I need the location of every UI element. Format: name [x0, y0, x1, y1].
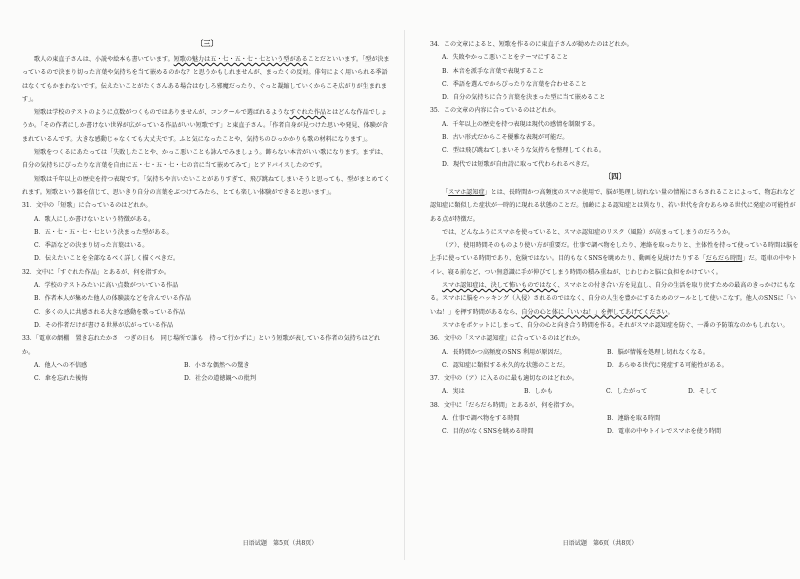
question-37-option-b[interactable]: B．しかも — [524, 388, 553, 396]
question-34-option-d[interactable]: D．自分の気持ちに合う言葉を決まった型に当て嵌めること — [442, 94, 606, 102]
question-34-option-c[interactable]: C．季語を選んでからぴったりな言葉を合わせること — [442, 80, 587, 88]
wavy-underlined-like-phrase: 自分の心と体に「いいね！」を押してあげてください — [521, 308, 668, 316]
question-36-option-a[interactable]: A．長時間かつ高頻度のSNS 利用が原因だ。 — [442, 348, 566, 356]
underlined-term-idle-time: だらだら時間 — [705, 255, 743, 263]
question-31-option-d[interactable]: D．伝えたいことを全部なるべく詳しく描くべきだ。 — [34, 255, 180, 263]
question-37-option-d[interactable]: D．そして — [688, 388, 718, 396]
passage4-paragraph-1: 「スマホ認知症」とは、長時間かつ高頻度のスマホ使用で、脳が処理し切れない量の情報にさらされることによって、物忘れなど認知症に類似した症状が一時的に現れる状態のことだ。加齢による認知症とは異なり、若い世代を含むあらゆる世代に発症の可能性がある点が特徴だ。 — [430, 188, 796, 223]
question-33-option-d[interactable]: D．社会の道徳観への批判 — [184, 375, 256, 383]
question-32-option-d[interactable]: D．その作者だけが書ける世界が広がっている作品 — [34, 321, 173, 329]
underlined-phrase-excellent-work: すぐれた作品 — [289, 109, 327, 117]
passage-paragraph-2: 短歌は学校のテストのように点数がつくものではありませんが、コンクールで選ばれるようなすぐれた作品とはどんな作品でしょうか。「その作者にしか書けない世界が広がっている作品がいい短歌です」と東直子さん。「作者自身が見つけた思いや発見、体験が含まれているんです。大きな感動じゃなくても大丈夫です。ふと気になったことや、気持ちのひっかかりも歌の材料になります」。 — [22, 109, 388, 143]
question-33-option-c[interactable]: C．傘を忘れた後悔 — [34, 375, 88, 383]
question-33-stem: 33．「電車の網棚 置き忘れたかさ つぎの日も 同じ場所で誰も 持って行かずに」という短歌が表している作者の気持ちはどれか。 — [22, 335, 381, 356]
question-38-option-a[interactable]: A．仕事で調べ物をする時間 — [442, 415, 520, 423]
question-37-stem: 37．文中の（ア）に入るのに最も適切なのはどれか。 — [430, 375, 578, 383]
passage-paragraph-4: 短歌は千年以上の歴史を持つ表現です。「気持ちや言いたいことがありすぎて、飛び跳ねてしまいそうと思っても、型がまとめてくれます。短歌という器を信じて、思いきり自分の言葉をぶつけてみたら、とても楽しい体験ができると思います」。 — [22, 175, 390, 196]
page-divider — [404, 30, 405, 560]
question-36-option-d[interactable]: D．あらゆる世代に発症する可能性がある。 — [607, 361, 728, 369]
question-32-stem: 32．文中に「すぐれた作品」とあるが、何を指すか。 — [22, 268, 170, 276]
passage-paragraph-3: 短歌をつくるにあたっては「失敗したことや、かっこ悪いことも詠んでみましょう。飾らない本音がいい歌になります。まずは、自分の気持ちにぴったりな言葉を自由に五・七・五・七・七の音に当て嵌めてみて」とアドバイスしたのです。 — [22, 149, 387, 170]
passage4-paragraph-3: （ア）、使用時間そのものより使い方が重要だ。仕事で調べ物をしたり、連絡を取ったりと、主体性を持って使っている時間は脳を上手に使っている時間であり、危険ではない。目的もなくSNSを眺めたり、動画を見続けたりする「だらだら時間」だ。電車の中やトイレ、寝る前など、つい無意識に手が伸びてしまう時間の積み重ねが、じわじわと脳に負担をかけていく。 — [430, 242, 799, 276]
question-33-options — [22, 359, 392, 386]
left-page-footer: 日语试题 第5页（共8页） — [242, 540, 318, 547]
question-35-option-c[interactable]: C．型は飛び跳ねてしまいそうな気持ちを整理してくれる。 — [442, 147, 605, 155]
question-34-option-b[interactable]: B．本音を派手な言葉で表現すること — [442, 67, 544, 75]
question-34-stem: 34．この文章によると、短歌を作るのに東直子さんが勧めたのはどれか。 — [430, 41, 633, 48]
section-title-3: 〔三〕 — [195, 39, 219, 48]
question-36-option-c[interactable]: C．認知症に類似する永久的な状態のことだ。 — [442, 361, 569, 369]
question-36-stem: 36．文中の「スマホ認知症」に合っているのはどれか。 — [430, 335, 584, 343]
question-33-option-b[interactable]: B．小さな偶然への驚き — [184, 361, 250, 369]
question-38-option-b[interactable]: B．連絡を取る時間 — [607, 415, 661, 423]
passage4-paragraph-4: スマホ認知症は、決して怖いものではなく、スマホとの付き合い方を見直し、自分の生活を取り戻すための最高のきっかけにもなる。スマホに脳をハッキング（入侵）されるのではなく、自分の人生を豊かにするためのツールとして使いこなす。他人のSNSに「いいね！」を押す時間があるなら、自分の心と体に「いいね！」を押してあげてください。 — [430, 282, 796, 316]
question-35-option-b[interactable]: B．古い形式だからこそ優雅な表現が可能だ。 — [442, 134, 569, 142]
question-38-option-c[interactable]: C．目的がなくSNSを眺める時間 — [442, 428, 534, 436]
right-page — [430, 38, 800, 558]
question-37-options — [430, 385, 800, 398]
question-32-option-a[interactable]: A．学校のテストみたいに高い点数がついている作品 — [34, 282, 179, 290]
underlined-phrase-short-poem-form: 短歌の魅力は五・七・五・七・七という型がある — [173, 56, 308, 63]
question-35-option-a[interactable]: A．千年以上の歴史を持つ表現は現代の感情を制限する。 — [442, 120, 599, 128]
question-38-option-d[interactable]: D．電車の中やトイレでスマホを使う時間 — [607, 428, 722, 436]
question-36-options — [430, 346, 800, 373]
question-35-option-d[interactable]: D．現代では短歌が自由詩に取って代わられるべきだ。 — [442, 160, 594, 168]
question-31-option-b[interactable]: B．五・七・五・七・七という決まった型がある。 — [34, 228, 173, 236]
question-38-options — [430, 412, 800, 439]
question-37-option-a[interactable]: A．実は — [442, 388, 465, 396]
question-38-stem: 38．文中に「だらだら時間」とあるが、何を指すか。 — [430, 401, 578, 409]
question-32-option-c[interactable]: C．多くの人に共感される大きな感動を歌っている作品 — [34, 308, 185, 316]
right-page-footer: 日语试题 第6页（共8页） — [562, 540, 638, 547]
question-32-option-b[interactable]: B．作者本人が集めた他人の体験談などを含んでいる作品 — [34, 295, 191, 303]
passage-paragraph-1: 歌人の東直子さんは、小説や絵本も書いています。短歌の魅力は五・七・五・七・七という型があることだといいます。「型が決まっているので決まり切った言葉や気持ちを当て嵌めるのかな？と思うかもしれませんが、まったくの反対。俳句によく用いられる季語はなくてもかまわないです。伝えたいことがたくさんある場合はむしろ邪魔だったり、ぐっと凝縮していくからこそ広がりが生まれます」。 — [22, 56, 390, 103]
question-31-option-a[interactable]: A．歌人にしか書けないという特徴がある。 — [34, 215, 155, 223]
question-36-option-b[interactable]: B．脳が情報を処理し切れなくなる。 — [607, 348, 709, 356]
question-37-option-c[interactable]: C．したがって — [606, 388, 648, 396]
underlined-term-smartphone-dementia: スマホ認知症 — [448, 188, 485, 196]
left-page — [22, 38, 392, 558]
question-31-option-c[interactable]: C．季語などの決まり切った言葉はいる。 — [34, 242, 149, 250]
section-title-4: 〔四〕 — [603, 171, 627, 181]
passage4-paragraph-5: スマホをポケットにしまって、自分の心と向き合う時間を作る。それがスマホ認知症を防ぐ、一番の予防策なのかもしれない。 — [442, 321, 789, 329]
question-33-option-a[interactable]: A．他人への不信感 — [34, 361, 88, 369]
question-31-stem: 31．文中の「短歌」に合っているのはどれか。 — [22, 202, 152, 210]
question-34-option-a[interactable]: A．失敗やかっこ悪いことをテーマにすること — [442, 54, 569, 62]
question-35-stem: 35．この文章の内容に合っているのはどれか。 — [430, 107, 560, 115]
wavy-underlined-phrase: スマホ認知症は、決して怖いものではなく — [442, 282, 558, 290]
passage4-paragraph-2: では、どんなふうにスマホを使っていると、スマホ認知症のリスク（風险）が高まってしまうのだろうか。 — [442, 228, 735, 236]
